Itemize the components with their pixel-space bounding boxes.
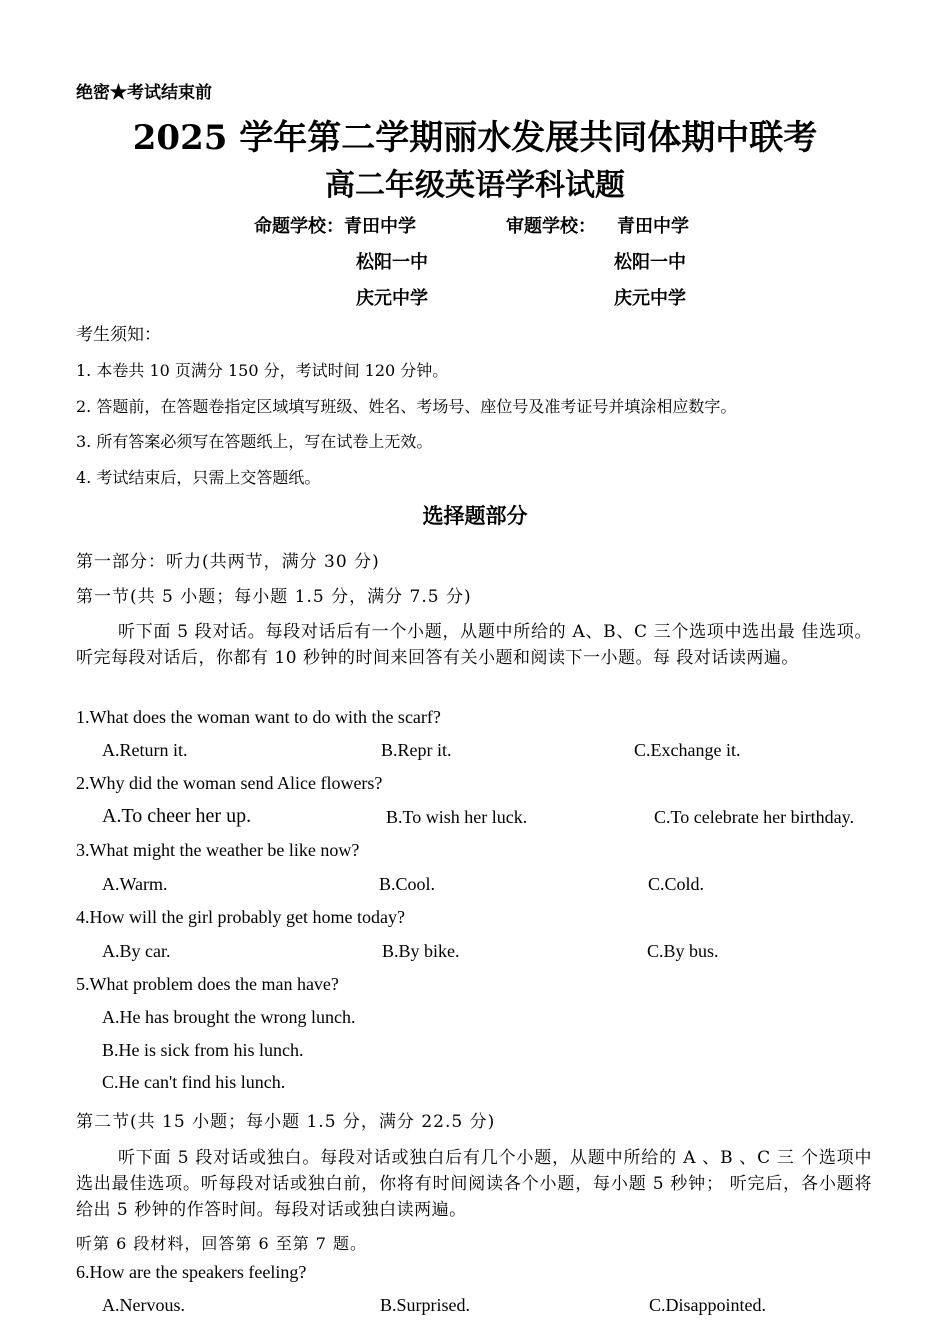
exam-title: 2025 学年第二学期丽水发展共同体期中联考	[132, 118, 818, 158]
question-2: 2.Why did the woman send Alice flowers?	[76, 773, 383, 793]
notice-heading: 考生须知：	[76, 325, 161, 345]
q6-option-c: C.Disappointed.	[649, 1295, 766, 1315]
q3-option-b: B.Cool.	[379, 874, 436, 894]
q1-option-c: C.Exchange it.	[634, 740, 741, 760]
q5-option-b: B.He is sick from his lunch.	[102, 1040, 304, 1060]
question-1: 1.What does the woman want to do with the scarf?	[76, 707, 441, 727]
part1-title: 第一部分：听力(共两节，满分 30 分)	[76, 552, 380, 572]
q6-option-a: A.Nervous.	[102, 1295, 185, 1315]
exam-subtitle: 高二年级英语学科试题	[325, 168, 625, 203]
question-4: 4.How will the girl probably get home today?	[76, 907, 405, 927]
q1-option-b: B.Repr it.	[381, 740, 452, 760]
q5-option-c: C.He can't find his lunch.	[102, 1072, 286, 1092]
reviewer-school-1: 青田中学	[617, 216, 689, 237]
q4-option-b: B.By bike.	[382, 941, 460, 961]
q1-option-a: A.Return it.	[102, 740, 188, 760]
notice-item: 1. 本卷共 10 页满分 150 分，考试时间 120 分钟。	[76, 361, 449, 380]
q4-option-a: A.By car.	[102, 941, 171, 961]
notice-item: 3. 所有答案必须写在答题纸上，写在试卷上无效。	[76, 432, 433, 451]
q3-option-a: A.Warm.	[102, 874, 168, 894]
q2-option-b: B.To wish her luck.	[386, 807, 528, 827]
q4-option-c: C.By bus.	[647, 941, 719, 961]
reviewer-school-2: 松阳一中	[614, 252, 686, 273]
sec2-instructions: 听下面 5 段对话或独白。每段对话或独白后有几个小题，从题中所给的 A 、B 、C 三 个选项中选出最佳选项。听每段对话或独白前，你将有时间阅读各个小题，每小题 5 秒钟； 听完后，各小题将给出 5 秒钟的作答时间。每段对话或独白读两遍。	[76, 1148, 872, 1220]
notice-item: 4. 考试结束后，只需上交答题纸。	[76, 468, 321, 487]
sec1-instructions: 听下面 5 段对话。每段对话后有一个小题，从题中所给的 A、B、C 三个选项中选出最 佳选项。听完每段对话后，你都有 10 秒钟的时间来回答有关小题和阅读下一小题。每 段对话读两遍。	[76, 622, 872, 668]
q6-option-b: B.Surprised.	[380, 1295, 470, 1315]
question-6: 6.How are the speakers feeling?	[76, 1262, 307, 1282]
sec1-title: 第一节(共 5 小题；每小题 1.5 分，满分 7.5 分)	[76, 587, 472, 607]
section-title: 选择题部分	[422, 503, 528, 528]
question-5: 5.What problem does the man have?	[76, 974, 339, 994]
sec2-title: 第二节(共 15 小题；每小题 1.5 分，满分 22.5 分)	[76, 1112, 496, 1132]
reviewer-school-3: 庆元中学	[614, 288, 686, 309]
question-3: 3.What might the weather be like now?	[76, 840, 360, 860]
q5-option-a: A.He has brought the wrong lunch.	[102, 1007, 356, 1027]
reviewer-label: 审题学校：	[506, 216, 596, 237]
q2-option-a: A.To cheer her up.	[102, 805, 252, 827]
q2-option-c: C.To celebrate her birthday.	[654, 807, 854, 827]
proposer-school-3: 庆元中学	[356, 288, 428, 309]
material-6-note: 听第 6 段材料，回答第 6 至第 7 题。	[76, 1234, 368, 1253]
proposer-school-2: 松阳一中	[356, 252, 428, 273]
proposer-school-1: 命题学校：青田中学	[254, 216, 416, 237]
confidential-mark: 绝密★考试结束前	[76, 83, 212, 103]
notice-item: 2. 答题前，在答题卷指定区域填写班级、姓名、考场号、座位号及准考证号并填涂相应数字。	[76, 397, 737, 416]
q3-option-c: C.Cold.	[648, 874, 705, 894]
